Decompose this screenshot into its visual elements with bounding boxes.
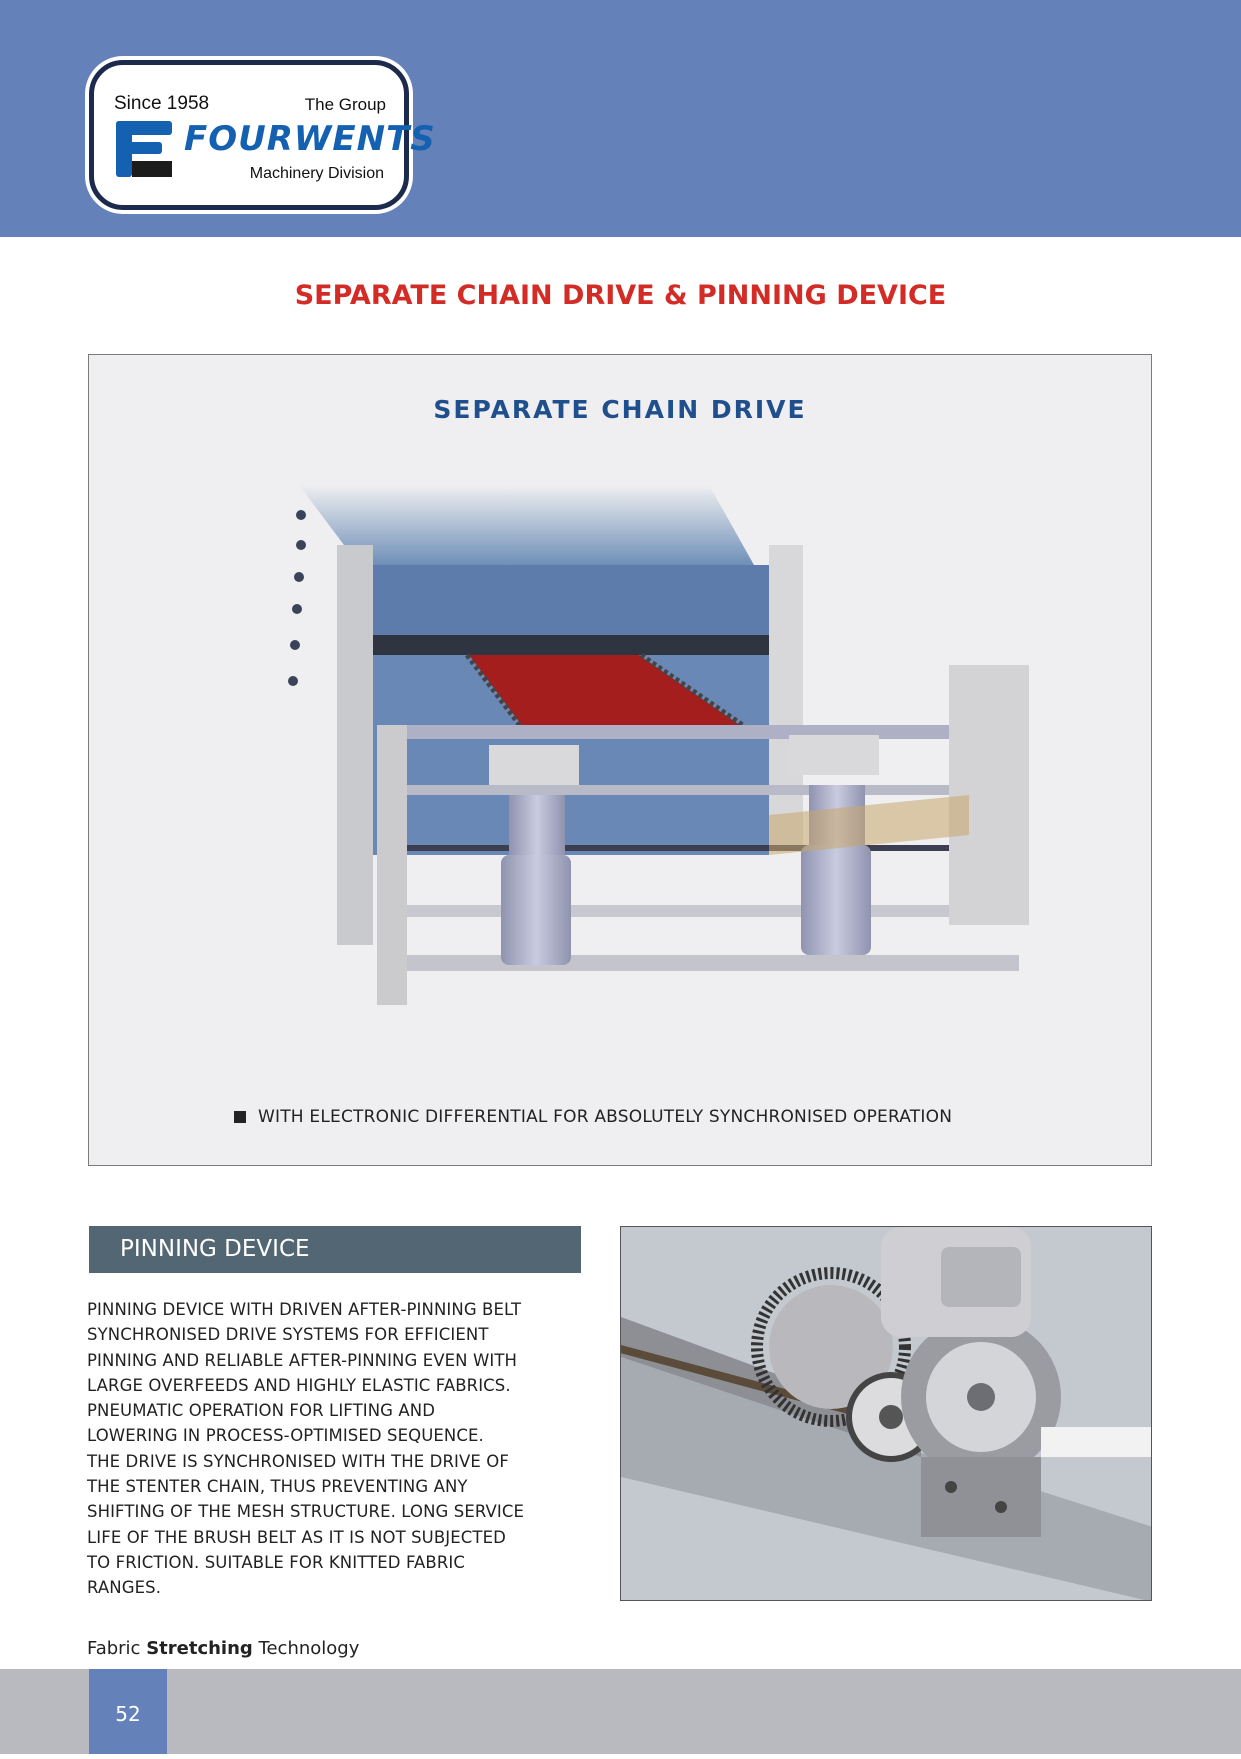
logo-company-name: FOURWENTS — [184, 119, 436, 159]
pinning-device-description — [87, 1297, 587, 1601]
footer-caption — [87, 1638, 359, 1659]
description-line: PINNING DEVICE WITH DRIVEN AFTER-PINNING BELT — [87, 1300, 522, 1319]
description-line: PNEUMATIC OPERATION FOR LIFTING AND — [87, 1401, 436, 1421]
description-line: SYNCHRONISED DRIVE SYSTEMS FOR EFFICIENT — [87, 1325, 489, 1345]
company-logo — [89, 60, 436, 210]
description-line: PINNING AND RELIABLE AFTER-PINNING EVEN WITH — [87, 1350, 518, 1370]
description-line: LIFE OF THE BRUSH BELT AS IT IS NOT SUBJECTED — [87, 1527, 506, 1547]
logo-division-text: Machinery Division — [249, 165, 384, 182]
description-line: LOWERING IN PROCESS-OPTIMISED SEQUENCE. — [87, 1426, 484, 1446]
pinning-device-heading-bar — [89, 1226, 581, 1273]
chain-drive-illustration — [209, 485, 1149, 1045]
description-line: THE DRIVE IS SYNCHRONISED WITH THE DRIVE OF — [87, 1451, 509, 1471]
feature-bullet — [234, 1107, 952, 1127]
description-line: TO FRICTION. SUITABLE FOR KNITTED FABRIC — [87, 1552, 465, 1572]
description-line: RANGES. — [87, 1578, 162, 1598]
logo-since-text: Since 1958 — [114, 93, 210, 114]
pinning-device-image — [621, 1227, 1152, 1601]
footer-band — [0, 1669, 1241, 1754]
footer-caption-post: Technology — [252, 1638, 360, 1659]
footer-caption-bold: Stretching — [146, 1638, 253, 1659]
logo-group-text: The Group — [304, 95, 386, 114]
bullet-square-icon — [234, 1111, 246, 1123]
bullet-text: WITH ELECTRONIC DIFFERENTIAL FOR ABSOLUTELY SYNCHRONISED OPERATION — [258, 1107, 953, 1127]
description-line: LARGE OVERFEEDS AND HIGHLY ELASTIC FABRICS. — [87, 1375, 511, 1395]
figure-title: SEPARATE CHAIN DRIVE — [433, 395, 807, 424]
logo-mark-icon — [116, 121, 172, 177]
page-number: 52 — [89, 1669, 167, 1754]
pinning-device-photo — [620, 1226, 1152, 1601]
footer-caption-pre: Fabric — [87, 1638, 147, 1659]
separate-chain-drive-figure — [88, 354, 1152, 1166]
page-title: SEPARATE CHAIN DRIVE & PINNING DEVICE — [294, 280, 947, 311]
description-line: THE STENTER CHAIN, THUS PREVENTING ANY — [87, 1477, 468, 1497]
description-line: SHIFTING OF THE MESH STRUCTURE. LONG SERVICE — [87, 1502, 525, 1522]
pinning-device-heading: PINNING DEVICE — [120, 1236, 310, 1262]
